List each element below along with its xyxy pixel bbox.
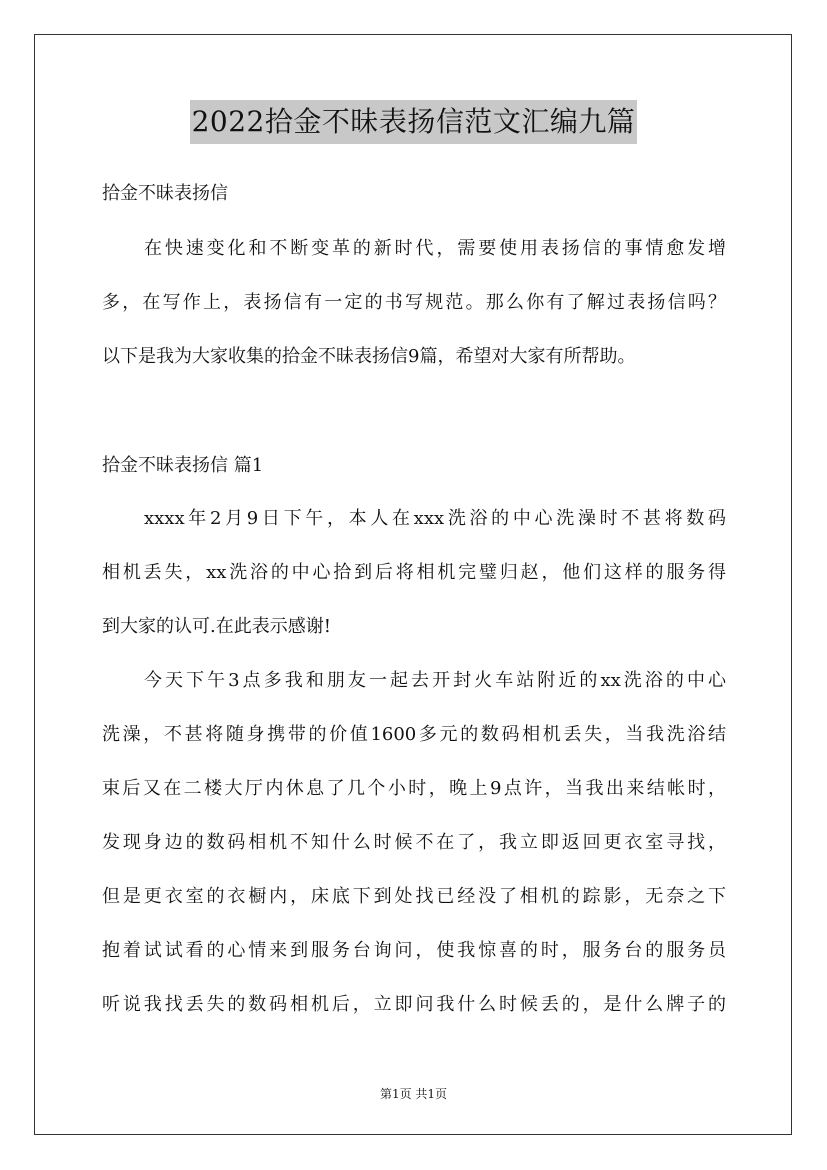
paragraph-line: xxxx年2月9日下午，本人在xxx洗浴的中心洗澡时不甚将数码 [144,508,726,529]
paragraph-line: 到大家的认可.在此表示感谢! [102,616,331,637]
intro-paragraph [102,222,726,384]
page-footer: 第1页 共1页 [379,1087,448,1101]
paragraph-line: 以下是我为大家收集的拾金不昧表扬信9篇，希望对大家有所帮助。 [102,346,636,367]
paragraph-line: 在快速变化和不断变革的新时代，需要使用表扬信的事情愈发增 [144,238,726,259]
paragraph-line: 相机丢失，xx洗浴的中心拾到后将相机完璧归赵，他们这样的服务得 [102,562,726,583]
paragraph-line: 束后又在二楼大厅内休息了几个小时，晚上9点许，当我出来结帐时， [102,778,726,799]
section-heading: 拾金不昧表扬信 篇1 [102,455,264,476]
paragraph-line: 发现身边的数码相机不知什么时候不在了，我立即返回更衣室寻找， [102,832,726,853]
paragraph-line: 抱着试试看的心情来到服务台询问，使我惊喜的时，服务台的服务员 [102,940,726,961]
letter-paragraph-1 [102,492,726,654]
title-wrap [0,100,827,144]
paragraph-line: 今天下午3点多我和朋友一起去开封火车站附近的xx洗浴的中心 [144,670,726,691]
section-heading: 拾金不昧表扬信 [102,183,228,204]
paragraph-line: 多，在写作上，表扬信有一定的书写规范。那么你有了解过表扬信吗？ [102,292,726,313]
letter-paragraph-2 [102,654,726,1032]
paragraph-line: 但是更衣室的衣橱内，床底下到处找已经没了相机的踪影，无奈之下 [102,886,726,907]
paragraph-line: 听说我找丢失的数码相机后，立即问我什么时候丢的，是什么牌子的 [102,994,726,1015]
paragraph-line: 洗澡，不甚将随身携带的价值1600多元的数码相机丢失，当我洗浴结 [102,724,726,745]
document-title: 2022拾金不昧表扬信范文汇编九篇 [190,100,638,144]
